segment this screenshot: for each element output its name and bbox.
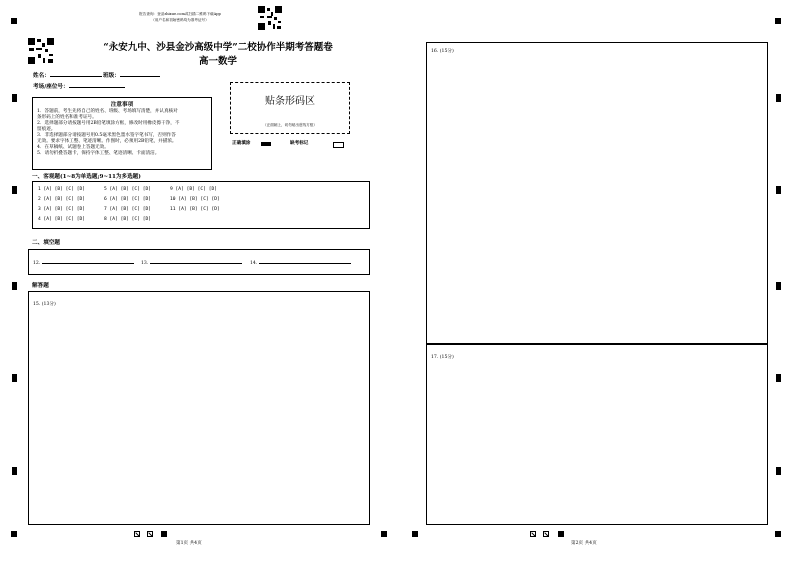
side-marker xyxy=(12,467,17,475)
notice-line: 无效。要求字体工整、笔迹清晰。作图时，必须用2B铅笔，并描浓。 xyxy=(37,139,177,144)
app-qr-code-icon xyxy=(258,6,282,30)
absent-mark-checkbox[interactable] xyxy=(333,142,344,148)
blank-14[interactable] xyxy=(250,261,351,267)
footer-mark-icon xyxy=(134,531,140,537)
notice-line: 条形码上的姓名和准考证号。 xyxy=(37,115,97,120)
choice-row[interactable]: 6 [A] [B] [C] [D] xyxy=(104,197,152,202)
section-objective-title: 一、客观题(1~8为单选题;9~11为多选题) xyxy=(32,174,141,180)
question-15-label: 15. (13分) xyxy=(33,302,56,307)
page2-footer: 第2页 共4页 xyxy=(571,541,597,546)
barcode-area xyxy=(230,82,350,134)
corner-marker-bottom-left xyxy=(11,531,17,537)
footer-mark-icon xyxy=(543,531,549,537)
footer-mark-icon xyxy=(558,531,564,537)
side-marker xyxy=(776,186,781,194)
notice-line: 5．请勿折叠答题卡，保持字体工整、笔迹清晰、卡面清洁。 xyxy=(37,151,160,156)
absent-mark-label: 缺考标记 xyxy=(290,141,309,146)
student-qr-code-icon xyxy=(28,38,54,64)
fill-example-label: 正确填涂 xyxy=(232,141,251,146)
notice-title: 注意事项 xyxy=(110,102,134,108)
footer-mark-icon xyxy=(530,531,536,537)
answer-box-17[interactable] xyxy=(426,344,768,525)
answer-box-15[interactable] xyxy=(28,291,370,525)
notice-line: 2．选择题部分请按题号用2B铅笔填涂方框，修改时用橡皮擦干净，不 xyxy=(37,121,180,126)
choice-row[interactable]: 5 [A] [B] [C] [D] xyxy=(104,187,152,192)
barcode-label: 贴条形码区 xyxy=(265,96,315,107)
section-fill-blank-title: 二、填空题 xyxy=(32,240,60,246)
choice-row[interactable]: 11 [A] [B] [C] [D] xyxy=(170,207,220,212)
report-query-line: 报告查询：登录zhixue.com或扫描二维码下载App xyxy=(139,12,221,16)
choice-row[interactable]: 8 [A] [B] [C] [D] xyxy=(104,217,152,222)
side-marker xyxy=(776,94,781,102)
choice-row[interactable]: 1 [A] [B] [C] [D] xyxy=(38,187,86,192)
section-solution-title: 解答题 xyxy=(32,283,49,289)
footer-mark-icon xyxy=(147,531,153,537)
corner-marker xyxy=(412,531,418,537)
notice-line: 3．非选择题部分请按题号用0.5毫米黑色墨水签字笔书写，否则作答 xyxy=(37,133,176,138)
class-field[interactable] xyxy=(103,71,160,79)
question-17-label: 17. (15分) xyxy=(431,355,454,360)
blank-12[interactable] xyxy=(33,261,134,267)
notice-line: 1．答题前，考生先将自己的姓名、班级、考场填写清楚，并认真核对 xyxy=(37,109,178,114)
blank-number: 12. xyxy=(33,261,41,266)
page-title: “永安九中、沙县金沙高级中学”二校协作半期考答题卷 xyxy=(103,42,333,53)
corner-marker-top-right xyxy=(775,18,781,24)
side-marker xyxy=(12,282,17,290)
blank-number: 13. xyxy=(141,261,149,266)
choice-row[interactable]: 3 [A] [B] [C] [D] xyxy=(38,207,86,212)
side-marker xyxy=(12,186,17,194)
choice-row[interactable]: 2 [A] [B] [C] [D] xyxy=(38,197,86,202)
notice-box xyxy=(32,97,212,170)
side-marker xyxy=(776,374,781,382)
page1-footer: 第1页 共4页 xyxy=(176,541,202,546)
barcode-note: （正面朝上，切勿贴出虚线方框） xyxy=(263,123,317,127)
blank-13[interactable] xyxy=(141,261,242,267)
corner-marker-bottom-right xyxy=(775,531,781,537)
class-label: 班级： xyxy=(103,73,120,79)
side-marker xyxy=(12,374,17,382)
side-marker xyxy=(12,94,17,102)
choice-row[interactable]: 9 [A] [B] [C] [D] xyxy=(170,187,218,192)
blank-number: 14. xyxy=(250,261,258,266)
name-field[interactable] xyxy=(33,71,102,79)
side-marker xyxy=(776,467,781,475)
question-16-label: 16. (15分) xyxy=(431,49,454,54)
choice-row[interactable]: 10 [A] [B] [C] [D] xyxy=(170,197,220,202)
fill-example-icon xyxy=(261,142,271,146)
side-marker xyxy=(776,282,781,290)
choice-row[interactable]: 4 [A] [B] [C] [D] xyxy=(38,217,86,222)
corner-marker xyxy=(381,531,387,537)
seat-label: 考场/座位号： xyxy=(33,84,69,90)
seat-field[interactable] xyxy=(33,82,125,90)
notice-line: 4．在草稿纸、试题卷上答题无效。 xyxy=(37,145,109,150)
name-label: 姓名： xyxy=(33,73,50,79)
answer-box-16[interactable] xyxy=(426,42,768,344)
report-query-sub: （用户名和初始密码均为准考证号） xyxy=(151,18,209,22)
corner-marker-top-left xyxy=(11,18,17,24)
footer-mark-icon xyxy=(161,531,167,537)
notice-line: 留痕迹。 xyxy=(37,127,56,132)
page-subtitle: 高一数学 xyxy=(198,56,237,67)
choice-row[interactable]: 7 [A] [B] [C] [D] xyxy=(104,207,152,212)
